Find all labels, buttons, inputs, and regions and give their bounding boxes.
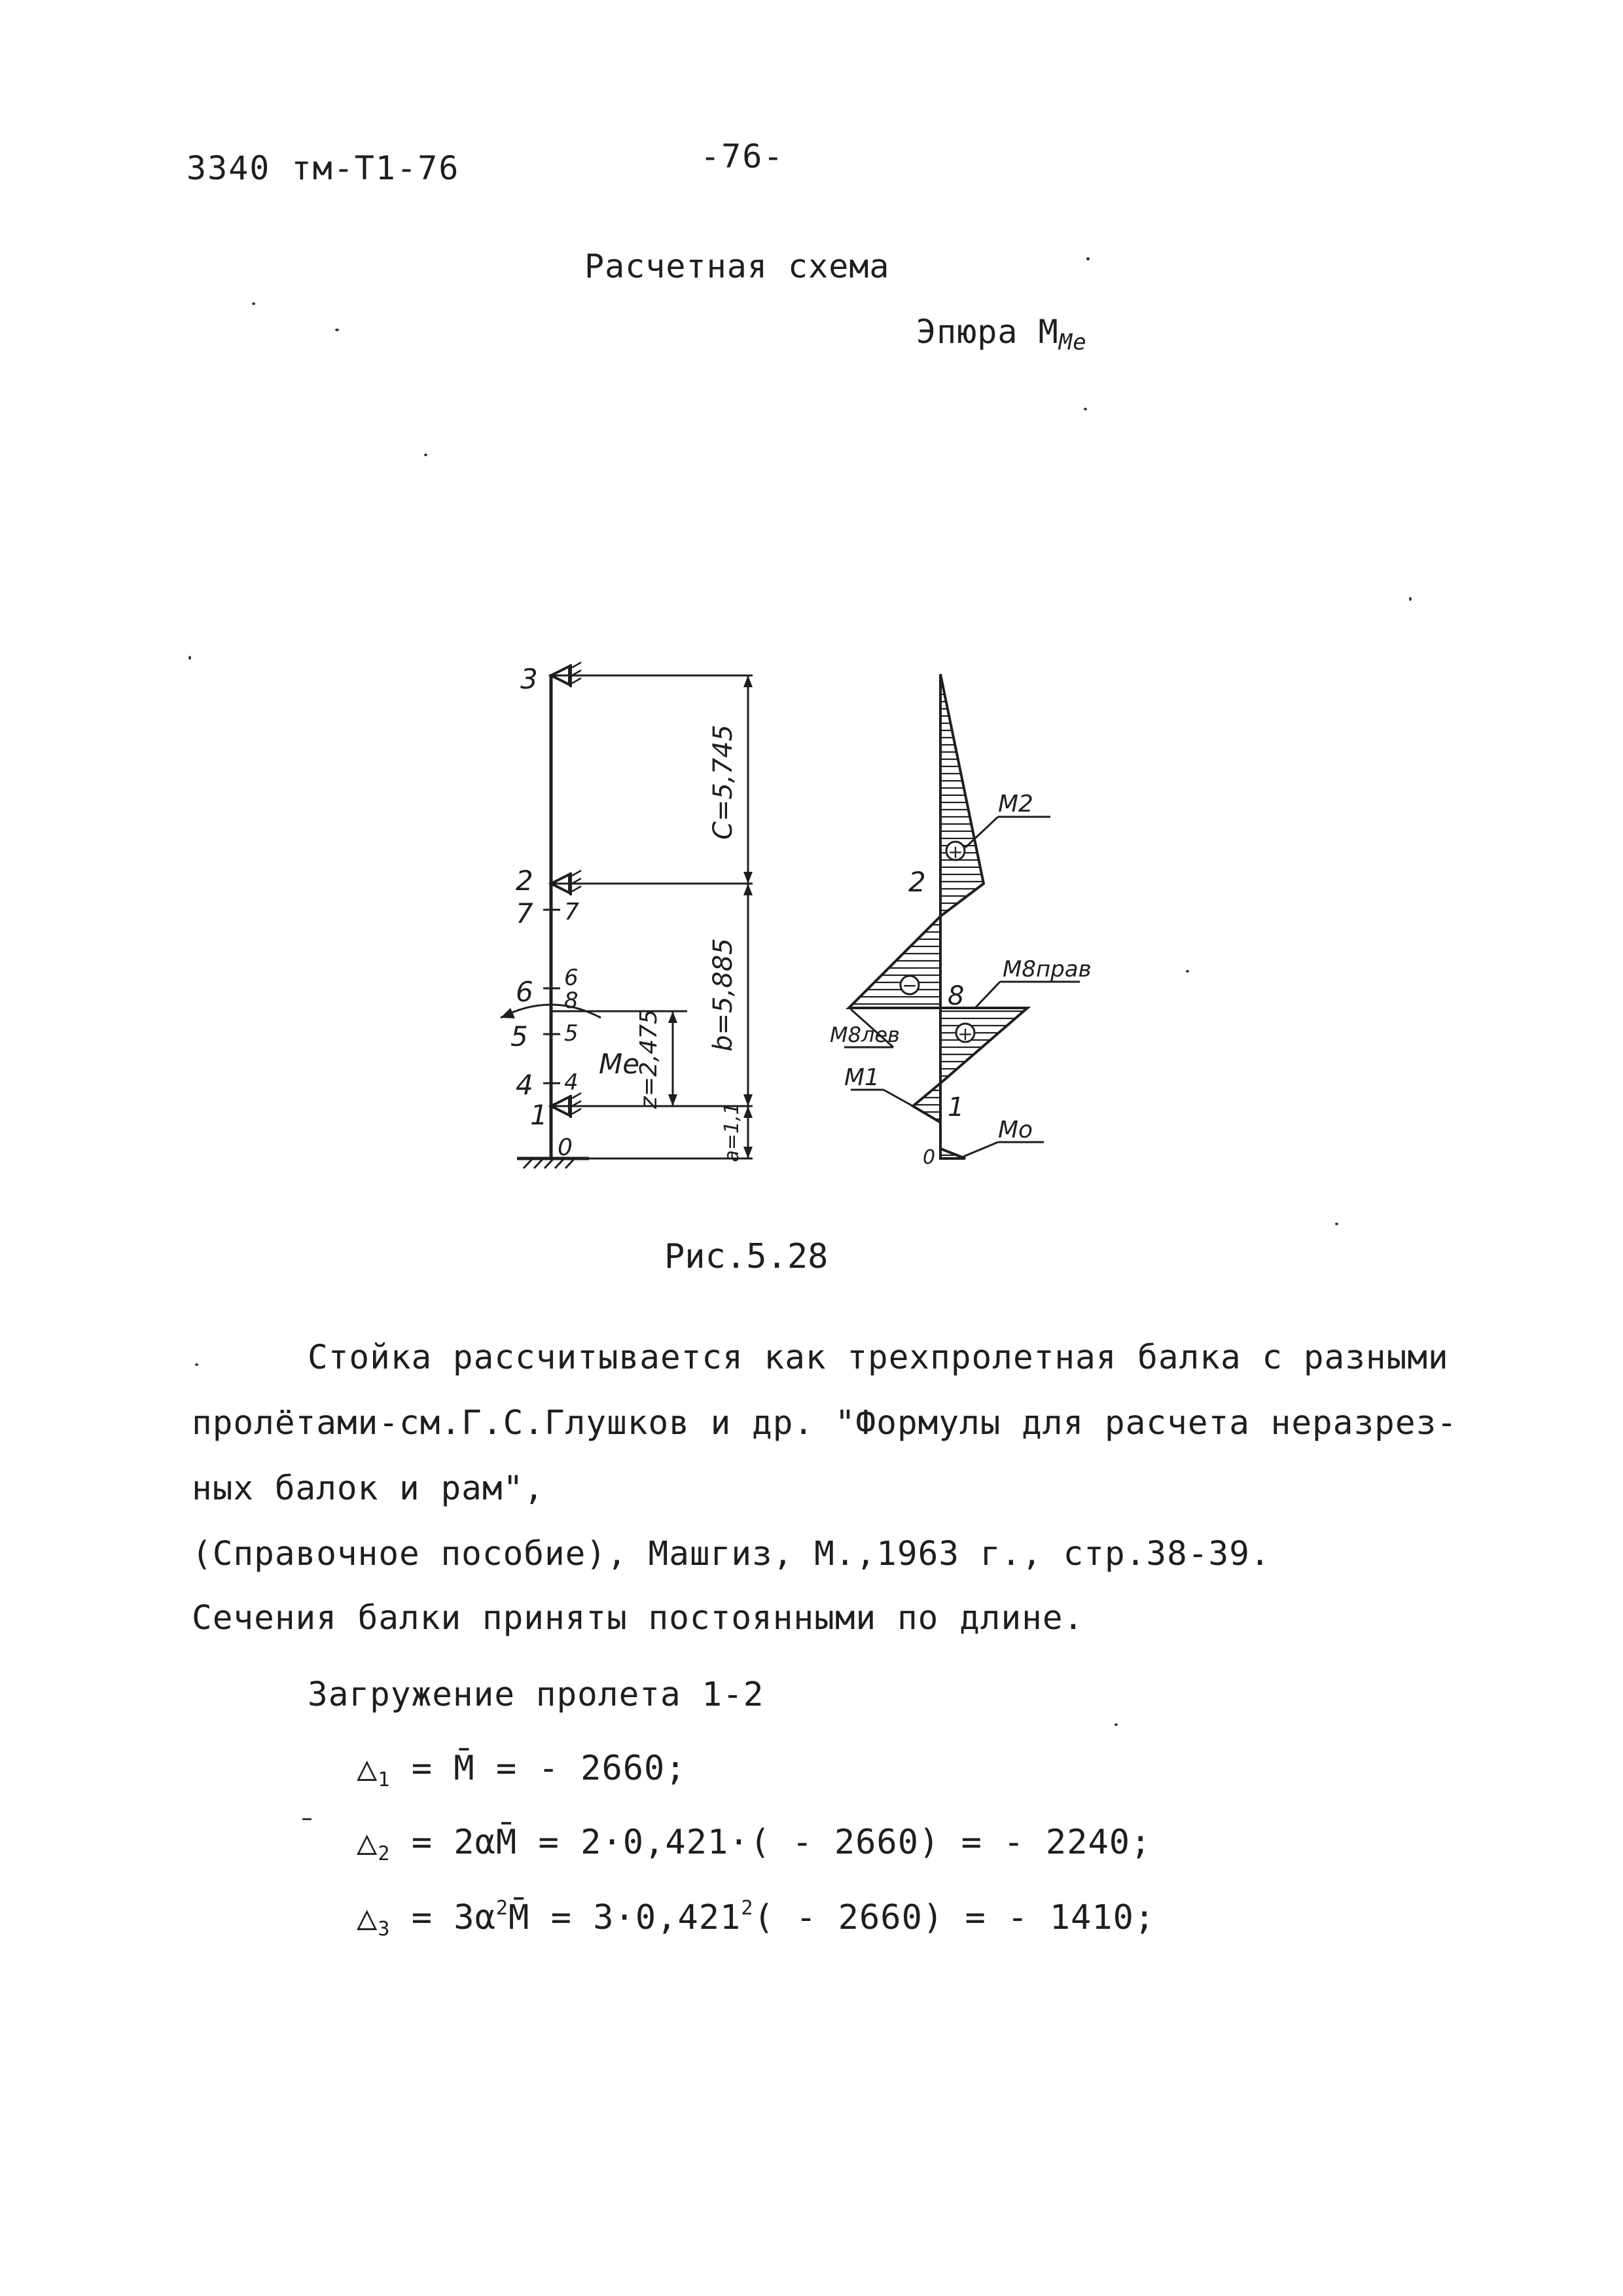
plus-sign: + [948, 841, 963, 863]
formula-delta-3 [357, 1897, 1155, 1941]
node-label-0: 0 [558, 1134, 573, 1161]
diagram-node-2: 2 [908, 866, 926, 898]
region-negative [849, 916, 940, 1008]
beam-scheme [501, 662, 753, 1168]
delta-symbol: △ [357, 1898, 378, 1937]
body-line-1: Стойка рассчитывается как трехпролетная балка с разными [308, 1338, 1449, 1377]
region-positive-lower [940, 1008, 1027, 1083]
minus-sign: − [902, 975, 918, 996]
label-m2: M2 [998, 791, 1033, 817]
diagram-title-subscript: Me [1058, 329, 1087, 355]
label-m8-right: M8прав [1003, 956, 1092, 982]
delta-subscript-2: 2 [378, 1842, 391, 1865]
delta-subscript-3: 3 [378, 1918, 391, 1941]
moment-diagram [830, 674, 1092, 1169]
document-code: 3340 тм-Т1-76 [187, 149, 460, 187]
node-label-5-right: 5 [564, 1020, 579, 1047]
plus-sign-lower: + [957, 1023, 973, 1045]
figure-caption: Рис.5.28 [664, 1237, 829, 1276]
delta-subscript-1: 1 [378, 1768, 391, 1791]
formula-delta-1 [357, 1749, 687, 1791]
body-line-4: (Справочное пособие), Машгиз, М.,1963 г., стр.38-39. [192, 1535, 1271, 1573]
node-label-6: 6 [516, 976, 533, 1008]
diagram-node-1: 1 [948, 1092, 965, 1122]
node-label-4: 4 [516, 1069, 533, 1101]
body-line-3: ных балок и рам", [192, 1469, 544, 1508]
formula-3-sup: 2 [495, 1897, 508, 1920]
node-label-6-right: 6 [564, 965, 579, 991]
region-span-2-3 [940, 674, 984, 916]
dimension-c: C=5,745 [708, 725, 738, 840]
diagram-node-8: 8 [948, 981, 965, 1011]
delta-symbol: △ [357, 1823, 378, 1862]
dimension-b: b=5,885 [708, 938, 738, 1052]
loading-heading: Загружение пролета 1-2 [308, 1676, 764, 1714]
diagram-title-prefix: Эпюра М [916, 313, 1059, 351]
node-label-1: 1 [530, 1099, 548, 1131]
formula-3-rhs: ( - 2660) = - 1410; [753, 1898, 1156, 1937]
formula-3-sup2: 2 [741, 1897, 754, 1920]
node-label-2: 2 [516, 865, 533, 897]
region-m1 [913, 1083, 940, 1122]
node-label-7: 7 [516, 897, 533, 929]
load-label-me: Me [599, 1048, 640, 1080]
label-m1: M1 [844, 1064, 880, 1091]
body-line-2: пролётами-см.Г.С.Глушков и др. "Формулы для расчета неразрез- [192, 1404, 1457, 1443]
node-label-8-right: 8 [564, 988, 579, 1014]
delta-symbol: △ [357, 1749, 378, 1788]
label-m0: Mo [998, 1117, 1033, 1143]
dimension-a: a=1,1 [721, 1102, 743, 1162]
formula-delta-2 [357, 1823, 1151, 1865]
page-number: -76- [700, 137, 785, 175]
node-label-3: 3 [520, 663, 538, 695]
node-label-7-right: 7 [564, 899, 579, 925]
node-label-4-right: 4 [564, 1069, 579, 1096]
formula-1-body: = M̄ = - 2660; [411, 1749, 687, 1788]
region-m0 [940, 1149, 965, 1158]
label-m8-left: M8лев [830, 1022, 900, 1047]
diagram-node-0: 0 [923, 1146, 936, 1169]
formula-2-body: = 2αM̄ = 2·0,421·( - 2660) = - 2240; [411, 1823, 1152, 1862]
body-line-5: Сечения балки приняты постоянными по длине. [192, 1599, 1084, 1638]
scheme-title: Расчетная схема [584, 247, 890, 285]
dimension-z: z=2,475 [635, 1009, 662, 1109]
formula-3-mid: M̄ = 3·0,421 [508, 1898, 741, 1937]
formula-3-lhs: = 3α [411, 1898, 496, 1937]
node-label-5: 5 [510, 1020, 528, 1052]
